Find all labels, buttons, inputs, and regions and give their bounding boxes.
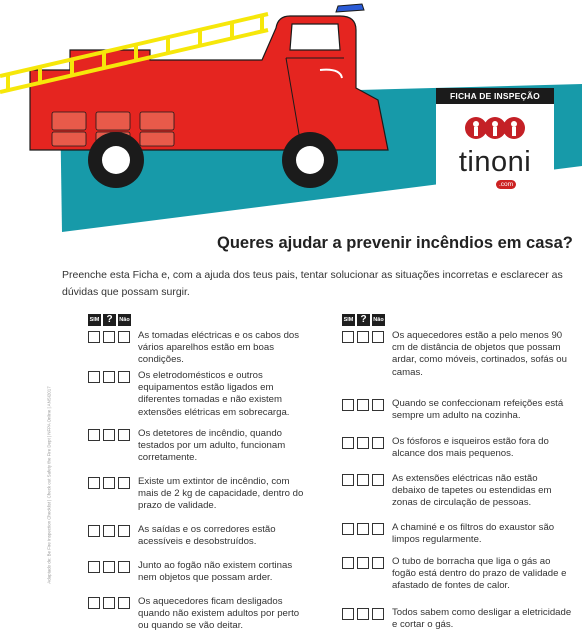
checkbox-no[interactable] [118, 525, 130, 537]
checkbox-yes[interactable] [88, 477, 100, 489]
checklist-item [88, 476, 313, 524]
checklist-item [88, 428, 313, 476]
checkbox-yes[interactable] [342, 437, 354, 449]
column-header [342, 314, 574, 327]
checklist-item [342, 398, 574, 436]
item-text: Todos sabem como desligar a eletricidade e cortar o gás. [392, 607, 572, 631]
header-unknown: ? [357, 314, 370, 326]
checkbox-no[interactable] [372, 437, 384, 449]
item-text: Junto ao fogão não existem cortinas nem objetos que possam arder. [138, 560, 293, 584]
item-text: Os detetores de incêndio, quando testados por um adulto, funcionam corretamente. [138, 428, 286, 464]
checkbox-no[interactable] [372, 557, 384, 569]
checkbox-yes[interactable] [88, 429, 100, 441]
checklist-left [88, 314, 313, 636]
header-no: Não [372, 314, 385, 326]
tinoni-logo [436, 104, 554, 194]
checkbox-unknown[interactable] [103, 429, 115, 441]
logo-figures-icon [436, 106, 554, 150]
item-text: As tomadas eléctricas e os cabos dos vários aparelhos estão em boas condições. [138, 330, 300, 366]
checklist-item [342, 522, 574, 556]
checklist-item [88, 370, 313, 428]
checkbox-yes[interactable] [342, 474, 354, 486]
checklist-item [342, 607, 574, 637]
checkbox-unknown[interactable] [103, 561, 115, 573]
checkbox-yes[interactable] [342, 331, 354, 343]
item-text: Quando se confeccionam refeições está sempre um adulto na cozinha. [392, 398, 564, 422]
source-note-text: Adaptado de: Be Fire Inspection Checklist | Check out Safety the Fire Dept | NFPA Online | ANSI2017 [46, 386, 52, 584]
column-header [88, 314, 313, 327]
inspection-badge: FICHA DE INSPEÇÃO [436, 88, 554, 104]
checkbox-unknown[interactable] [357, 608, 369, 620]
checkbox-no[interactable] [118, 371, 130, 383]
checklist-item [88, 560, 313, 596]
checkbox-no[interactable] [372, 474, 384, 486]
item-text: Existe um extintor de incêndio, com mais de 2 kg de capacidade, dentro do prazo de validade. [138, 476, 304, 512]
item-text: Os fósforos e isqueiros estão fora do alcance dos mais pequenos. [392, 436, 549, 460]
checkbox-unknown[interactable] [103, 597, 115, 609]
item-text: O tubo de borracha que liga o gás ao fogão está dentro do prazo de validade e afastado de fontes de calor. [392, 556, 567, 592]
checkbox-no[interactable] [372, 523, 384, 535]
item-text: Os aquecedores estão a pelo menos 90 cm de distância de objetos que possam ardar, como móveis, cortinados, sofás ou camas. [392, 330, 567, 378]
checkbox-yes[interactable] [342, 608, 354, 620]
page-title: Queres ajudar a prevenir incêndios em casa? [217, 234, 573, 252]
checkbox-yes[interactable] [88, 525, 100, 537]
checkbox-unknown[interactable] [357, 523, 369, 535]
item-text: Os eletrodomésticos e outros equipamentos estão ligados em diferentes tomadas e não existem extensões elétricas em sobrecarga. [138, 370, 290, 418]
checkbox-unknown[interactable] [357, 557, 369, 569]
checkbox-unknown[interactable] [103, 371, 115, 383]
logo-suffix: .com [496, 180, 516, 189]
checkbox-unknown[interactable] [103, 477, 115, 489]
checkbox-unknown[interactable] [357, 437, 369, 449]
header-no: Não [118, 314, 131, 326]
checkbox-yes[interactable] [342, 557, 354, 569]
checkbox-unknown[interactable] [103, 525, 115, 537]
checklist-item [88, 524, 313, 560]
checkbox-unknown[interactable] [357, 399, 369, 411]
checkbox-no[interactable] [118, 429, 130, 441]
item-text: As saídas e os corredores estão acessíveis e desobstruídos. [138, 524, 276, 548]
header-unknown: ? [103, 314, 116, 326]
checkbox-no[interactable] [118, 331, 130, 343]
checkbox-no[interactable] [118, 477, 130, 489]
checkbox-yes[interactable] [88, 331, 100, 343]
checkbox-unknown[interactable] [357, 474, 369, 486]
header-yes: SIM [88, 314, 101, 326]
checklist-item [342, 473, 574, 522]
checkbox-yes[interactable] [88, 597, 100, 609]
checkbox-yes[interactable] [88, 561, 100, 573]
checkbox-yes[interactable] [342, 523, 354, 535]
checkbox-unknown[interactable] [103, 331, 115, 343]
logo-wordmark: tinoni [458, 146, 532, 178]
checkbox-no[interactable] [372, 331, 384, 343]
checkbox-no[interactable] [118, 561, 130, 573]
item-text: Os aquecedores ficam desligados quando não existem adultos por perto ou quando se vão deitar. [138, 596, 300, 632]
checkbox-unknown[interactable] [357, 331, 369, 343]
checkbox-no[interactable] [118, 597, 130, 609]
checklist-item [342, 556, 574, 607]
checklist-item [342, 330, 574, 398]
item-text: As extensões eléctricas não estão debaixo de tapetes ou estendidas em zonas de circulação de pessoas. [392, 473, 552, 509]
checklist-item [88, 330, 313, 370]
checklist-item [88, 596, 313, 636]
checkbox-no[interactable] [372, 399, 384, 411]
source-note [44, 340, 54, 630]
item-text: A chaminé e os filtros do exaustor são limpos regularmente. [392, 522, 555, 546]
checklist-right [342, 314, 574, 637]
header-yes: SIM [342, 314, 355, 326]
checklist-item [342, 436, 574, 473]
intro-text: Preenche esta Ficha e, com a ajuda dos teus pais, tentar solucionar as situações incorretas e esclarecer as dúvidas que possam surgir. [62, 269, 563, 298]
checkbox-yes[interactable] [88, 371, 100, 383]
checkbox-yes[interactable] [342, 399, 354, 411]
checkbox-no[interactable] [372, 608, 384, 620]
